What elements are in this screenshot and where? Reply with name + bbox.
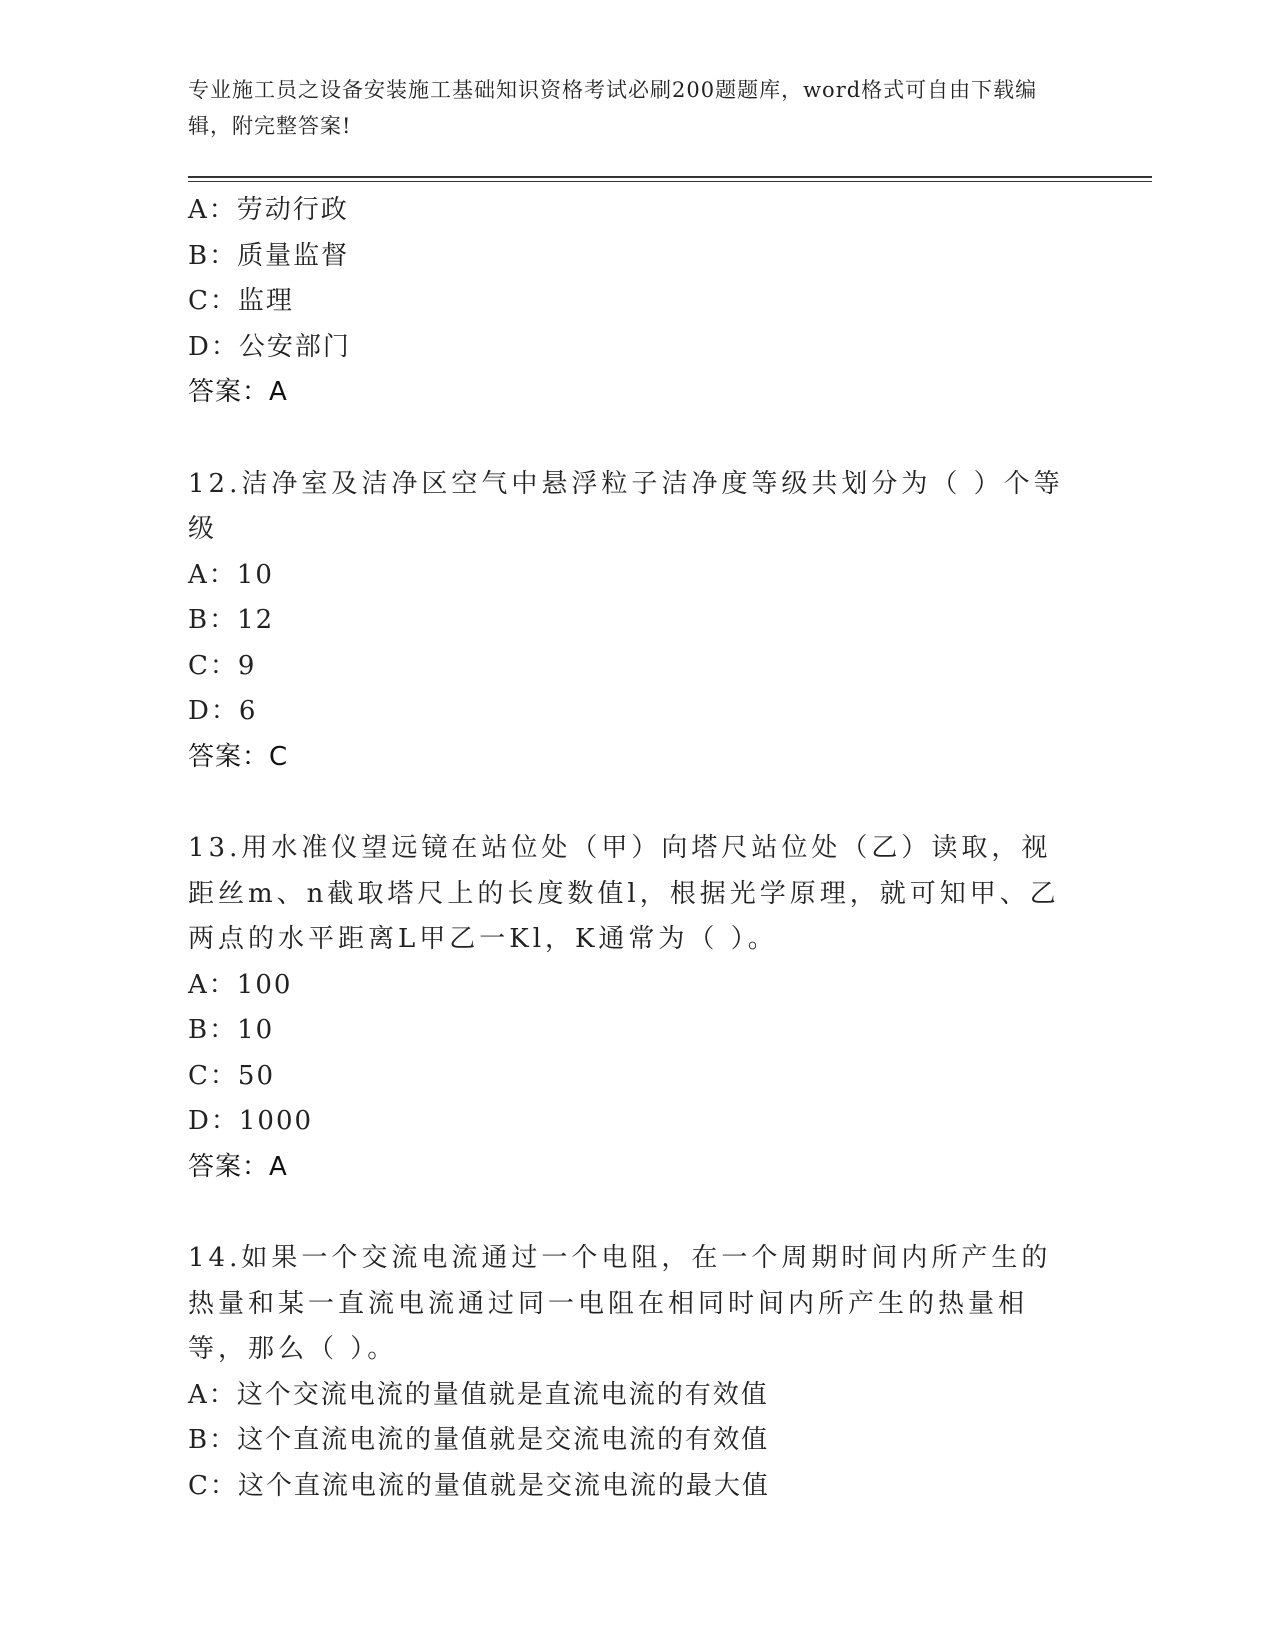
option-key: B： [188, 240, 238, 271]
option-key: B： [188, 1015, 238, 1045]
option-key: B： [188, 605, 238, 635]
option-key: D： [188, 331, 239, 362]
option-key: A： [188, 1379, 237, 1410]
option-text: 100 [236, 969, 293, 1000]
question-11 [188, 188, 1088, 416]
option-text: 1000 [238, 1106, 314, 1136]
option-text: 10 [236, 559, 274, 590]
option-d [188, 325, 1088, 371]
option-text: 公安部门 [238, 331, 351, 362]
question-14 [188, 1236, 1088, 1509]
option-text: 50 [237, 1060, 275, 1091]
option-text: 12 [237, 605, 275, 635]
option-key: D： [188, 1106, 239, 1136]
header-divider-thin [188, 181, 1152, 182]
option-b [188, 1008, 1088, 1054]
question-list [188, 188, 1088, 1509]
option-text: 质量监督 [237, 240, 350, 271]
answer-line: 答案：C [188, 741, 289, 772]
option-text: 监理 [237, 286, 294, 316]
option-text: 这个交流电流的量值就是直流电流的有效值 [236, 1379, 769, 1410]
option-key: C： [188, 1060, 238, 1091]
option-text: 劳动行政 [236, 195, 349, 225]
option-c [188, 279, 1088, 325]
option-d [188, 1099, 1088, 1145]
option-b [188, 1418, 1088, 1464]
option-d [188, 689, 1088, 735]
option-text: 10 [237, 1015, 275, 1045]
option-a [188, 1373, 1088, 1419]
question-stem: 12.洁净室及洁净区空气中悬浮粒子洁净度等级共划分为（ ）个等级 [188, 468, 1064, 544]
option-c [188, 1464, 1088, 1510]
option-key: C： [188, 286, 238, 316]
option-key: B： [188, 1425, 238, 1455]
option-text: 这个直流电流的量值就是交流电流的最大值 [237, 1470, 770, 1501]
document-header: 专业施工员之设备安装施工基础知识资格考试必刷200题题库，word格式可自由下载编辑，附完整答案! [188, 78, 1038, 138]
spacer [188, 1190, 1088, 1236]
option-key: A： [188, 195, 237, 225]
option-text: 这个直流电流的量值就是交流电流的有效值 [237, 1425, 770, 1455]
question-13 [188, 826, 1088, 1190]
question-12 [188, 462, 1088, 781]
option-key: A： [188, 969, 237, 1000]
header-divider-thick [188, 176, 1152, 178]
spacer [188, 780, 1088, 826]
option-c [188, 644, 1088, 690]
option-text: 6 [238, 696, 258, 726]
option-a [188, 188, 1088, 234]
option-key: D： [188, 696, 239, 726]
option-key: C： [188, 1470, 238, 1501]
answer-line: 答案：A [188, 1151, 288, 1182]
option-c [188, 1054, 1088, 1100]
spacer [188, 416, 1088, 462]
option-text: 9 [237, 650, 257, 681]
question-stem: 13.用水准仪望远镜在站位处（甲）向塔尺站位处（乙）读取，视距丝m、n截取塔尺上的长度数值l，根据光学原理，就可知甲、乙两点的水平距离L甲乙一Kl，K通常为（ ）。 [188, 833, 1060, 954]
option-a [188, 963, 1088, 1009]
answer-line: 答案：A [188, 377, 288, 407]
question-stem: 14.如果一个交流电流通过一个电阻，在一个周期时间内所产生的热量和某一直流电流通过同一电阻在相同时间内所产生的热量相等，那么（ ）。 [188, 1243, 1052, 1364]
option-b [188, 234, 1088, 280]
option-key: A： [188, 559, 237, 590]
option-a [188, 553, 1088, 599]
option-key: C： [188, 650, 238, 681]
option-b [188, 598, 1088, 644]
